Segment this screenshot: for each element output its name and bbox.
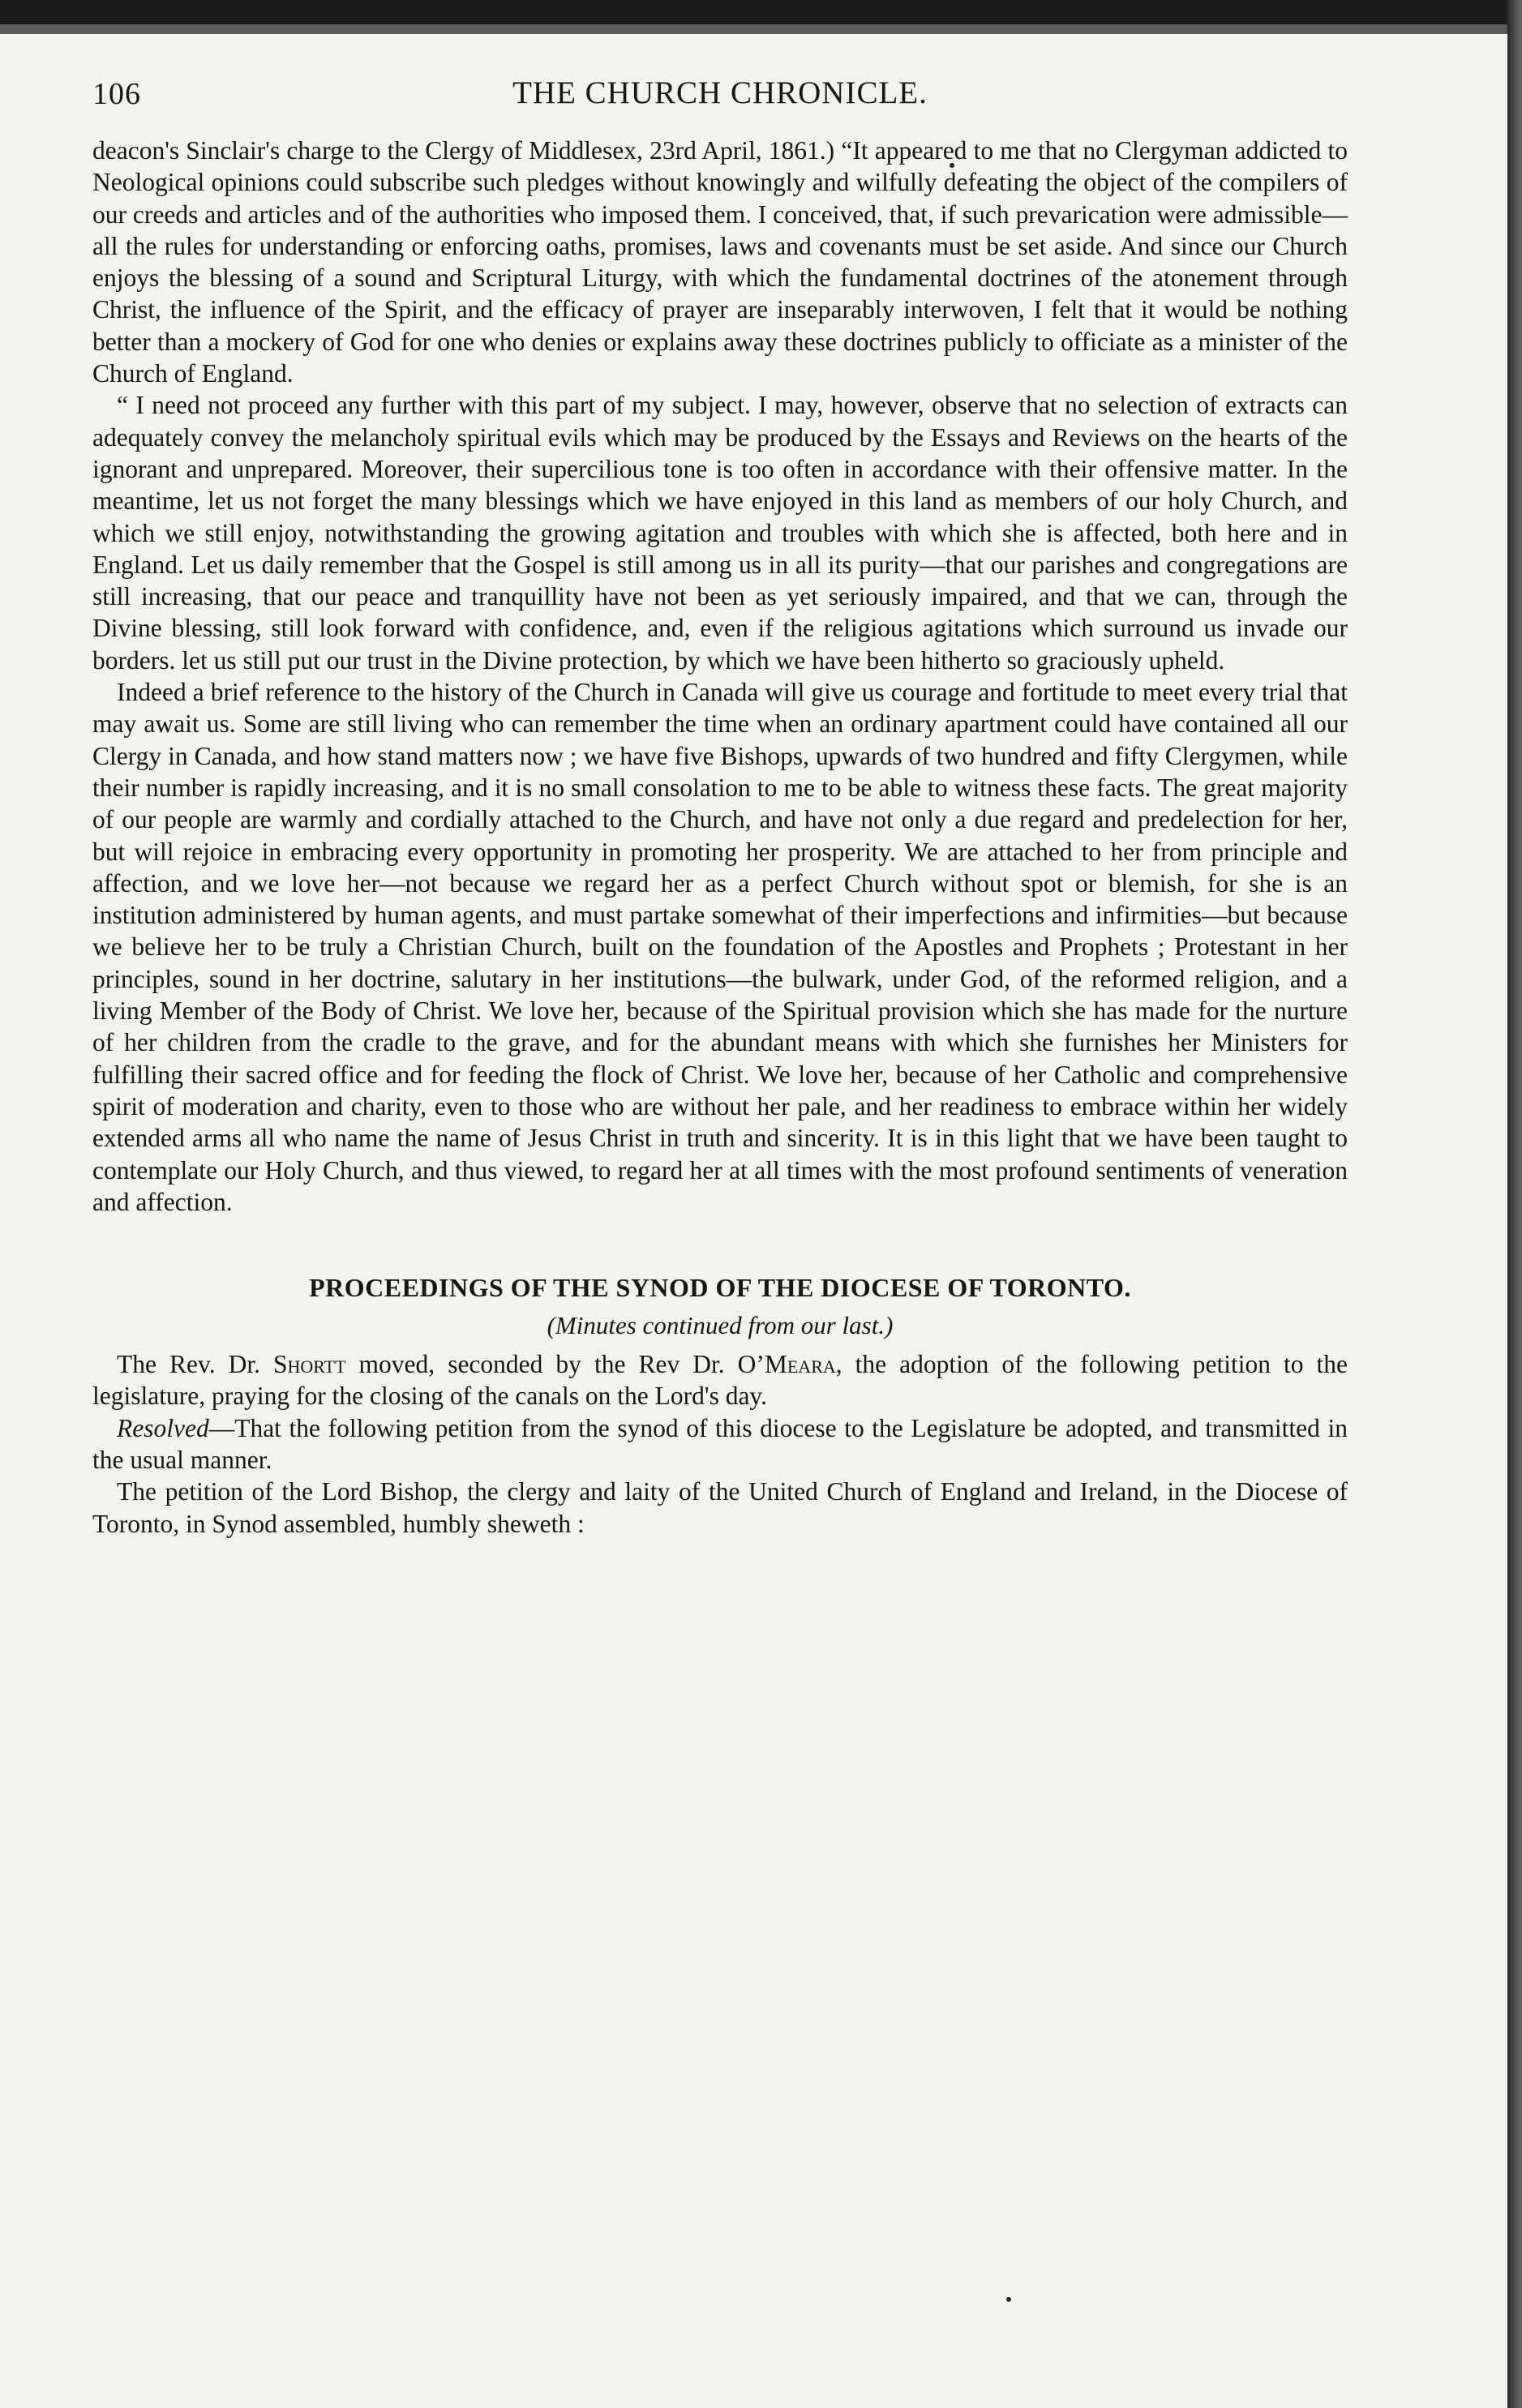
resolved-label: Resolved	[117, 1413, 209, 1442]
section-heading: PROCEEDINGS OF THE SYNOD OF THE DIOCESE OF TORONTO.	[309, 1273, 1131, 1303]
section-subheading: (Minutes continued from our last.)	[547, 1311, 894, 1340]
journal-title: THE CHURCH CHRONICLE.	[512, 75, 928, 110]
article-continuation	[92, 135, 1348, 1218]
paragraph-church-history: Indeed a brief reference to the history of the Church in Canada will give us courage and fortitude to meet every trial that may await us. Some are still living who can remember the time when an ordinary apartment could have contained all our Clergy in Canada, and how stand matters now ; we have five Bishops, upwards of two hundred and fifty Clergymen, while their number is rapidly increasing, and it is no small consolation to me to be able to witness these facts. The great majority of our people are warmly and cordially attached to the Church, and have not only a due regard and predelection for her, but will rejoice in embracing every opportunity in promoting her prosperity. We are attached to her from principle and affection, and we love her—not because we regard her as a perfect Church without spot or blemish, for she is an institution administered by human agents, and must partake somewhat of their imperfections and infirmities—but because we believe her to be truly a Christian Church, built on the foundation of the Apostles and Prophets ; Protestant in her principles, sound in her doctrine, salutary in her institutions—the bulwark, under God, of the reformed religion, and a living Member of the Body of Christ. We love her, because of the Spiritual provision which she has made for the nurture of her children from the cradle to the grave, and for the abundant means with which she furnishes her Ministers for fulfilling their sacred office and for feeding the flock of Christ. We love her, because of her Catholic and comprehensive spirit of moderation and charity, even to those who are without her pale, and her readiness to embrace within her widely extended arms all who name the name of Jesus Christ in truth and sincerity. It is in this light that we have been taught to contemplate our Holy Church, and thus viewed, to regard her at all times with the most profound sentiments of veneration and affection.	[92, 678, 1348, 1216]
resolution-text: —That the following petition from the synod of this diocese to the Legislature be adopted, and transmitted in the usual manner.	[92, 1413, 1348, 1474]
scan-right-edge	[1507, 0, 1522, 2408]
page-number: 106	[92, 77, 141, 111]
synod-proceedings	[92, 1273, 1348, 1540]
scan-top-border	[0, 0, 1522, 34]
seconder-name: O’Meara	[737, 1350, 836, 1379]
mover-name: Shortt	[273, 1350, 346, 1379]
document-page	[92, 68, 1348, 2354]
motion-paragraph	[92, 1348, 1348, 1412]
petition-opening: The petition of the Lord Bishop, the clergy and laity of the United Church of England and Ireland, in the Diocese of Toronto, in Synod assembled, humbly sheweth :	[92, 1477, 1348, 1538]
running-header	[92, 68, 1348, 135]
paragraph-subject-end: “ I need not proceed any further with this part of my subject. I may, however, observe that no selection of extracts can adequately convey the melancholy spiritual evils which may be produced by the Essays and Reviews on the hearts of the ignorant and unprepared. Moreover, their supercilious tone is too often in accordance with their offensive matter. In the meantime, let us not forget the many blessings which we have enjoyed in this land as members of our holy Church, and which we still enjoy, notwithstanding the growing agitation and troubles with which she is affected, both here and in England. Let us daily remember that the Gospel is still among us in all its purity—that our parishes and congregations are still increasing, that our peace and tranquillity have not been as yet seriously impaired, and that we can, through the Divine blessing, still look forward with confidence, and, even if the religious agitations which surround us invade our borders. let us still put our trust in the Divine protection, by which we have been hitherto so graciously upheld.	[92, 391, 1348, 675]
motion-suffix: , the adoption of the following petition to the legislature, praying for the closing of the canals on the Lord's day.	[92, 1350, 1348, 1411]
paragraph-quote-start: deacon's Sinclair's charge to the Clergy of Middlesex, 23rd April, 1861.) “It appeared to me that no Clergyman addicted to Neological opinions could subscribe such pledges without knowingly and wilfully defeating the object of the compilers of our creeds and articles and of the authorities who imposed them. I conceived, that, if such prevarication were admissible—all the rules for understanding or enforcing oaths, promises, laws and covenants must be set aside. And since our Church enjoys the blessing of a sound and Scriptural Liturgy, with which the fundamental doctrines of the atonement through Christ, the influence of the Spirit, and the efficacy of prayer are inseparably interwoven, I felt that it would be nothing better than a mockery of God for one who denies or explains away these doctrines publicly to officiate as a minister of the Church of England.	[92, 136, 1348, 388]
motion-prefix: The Rev. Dr.	[117, 1350, 273, 1379]
motion-middle: moved, seconded by the Rev Dr.	[345, 1350, 738, 1379]
resolution-paragraph	[92, 1412, 1348, 1476]
